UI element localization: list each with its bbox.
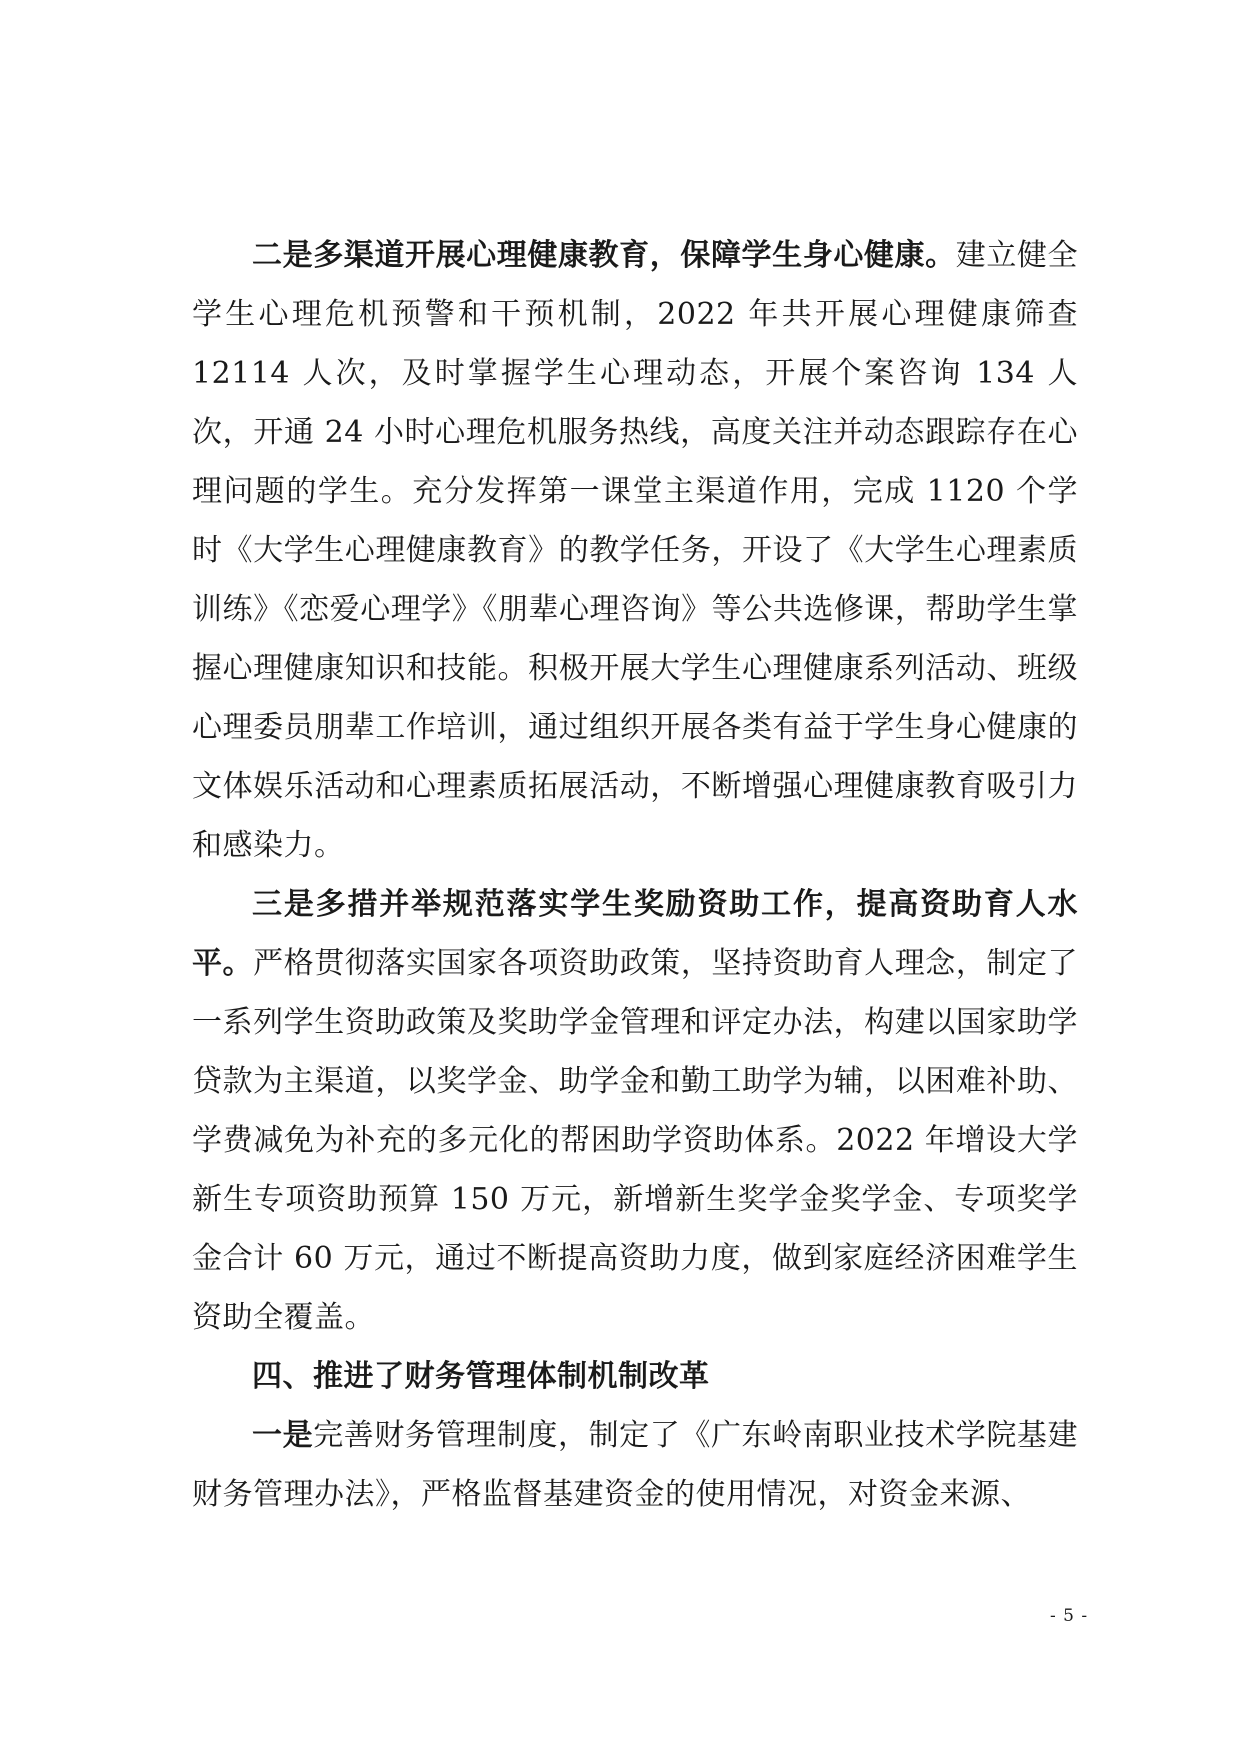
- paragraph-lead: 三是多措并举规范落实学生奖励资助工作，提高资助育人水平。: [192, 887, 1078, 981]
- paragraph-lead: 一是: [252, 1418, 314, 1453]
- paragraph-body: 完善财务管理制度，制定了《广东岭南职业技术学院基建财务管理办法》，严格监督基建资金的使用情况，对资金来源、: [192, 1418, 1079, 1512]
- section-heading: 四、推进了财务管理体制机制改革: [252, 1359, 710, 1394]
- paragraph-body: 严格贯彻落实国家各项资助政策，坚持资助育人理念，制定了一系列学生资助政策及奖助学金管理和评定办法，构建以国家助学贷款为主渠道，以奖学金、助学金和勤工助学为辅，以困难补助、学费减免为补充的多元化的帮困助学资助体系。2022 年增设大学新生专项资助预算 150 万元，新增新生奖学金奖学金、专项奖学金合计 60 万元，通过不断提高资助力度，做到家庭经济困难学生资助全覆盖。: [192, 946, 1079, 1335]
- page-number-text: - 5 -: [1050, 1606, 1089, 1626]
- body-text: [192, 226, 1078, 1524]
- paragraph-mental-health: [192, 226, 1078, 875]
- paragraph-lead: 二是多渠道开展心理健康教育，保障学生身心健康。: [252, 238, 956, 273]
- paragraph-student-aid: [192, 875, 1078, 1347]
- paragraph-finance: [192, 1406, 1078, 1524]
- paragraph-body: 建立健全学生心理危机预警和干预机制，2022 年共开展心理健康筛查 12114 人次，及时掌握学生心理动态，开展个案咨询 134 人次，开通 24 小时心理危机服务热线，高度关注并动态跟踪存在心理问题的学生。充分发挥第一课堂主渠道作用，完成 1120 个学时《大学生心理健康教育》的教学任务，开设了《大学生心理素质训练》《恋爱心理学》《朋辈心理咨询》等公共选修课，帮助学生掌握心理健康知识和技能。积极开展大学生心理健康系列活动、班级心理委员朋辈工作培训，通过组织开展各类有益于学生身心健康的文体娱乐活动和心理素质拓展活动，不断增强心理健康教育吸引力和感染力。: [192, 238, 1079, 863]
